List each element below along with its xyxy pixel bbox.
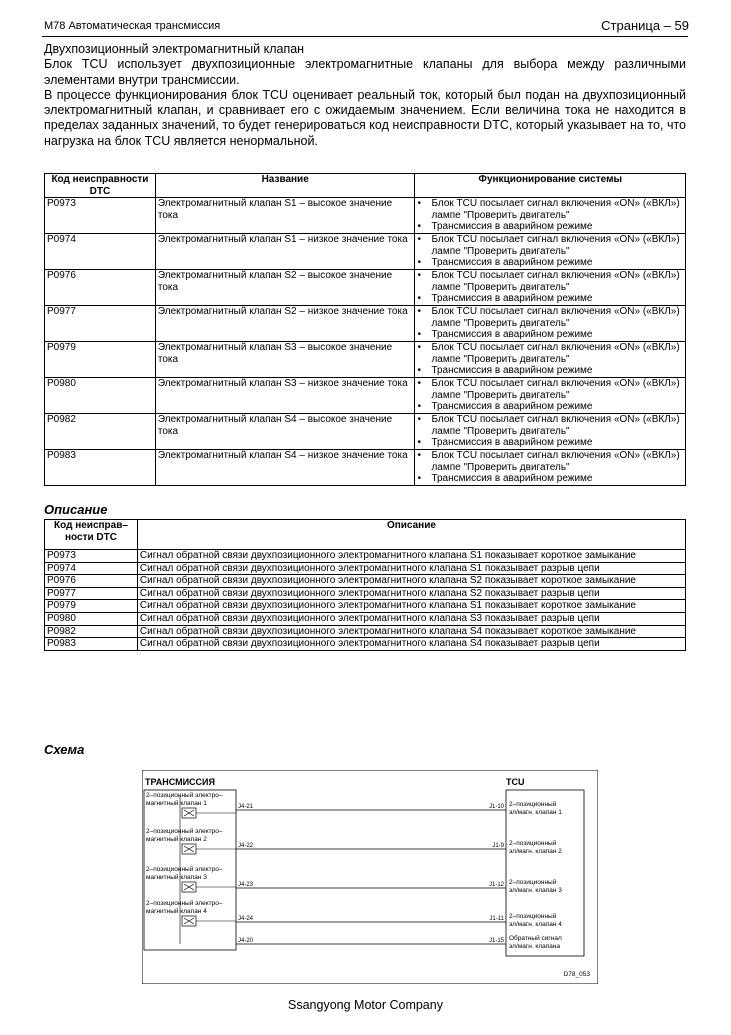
- tcu-label: TCU: [506, 777, 525, 787]
- desc-text: Сигнал обратной связи двухпозиционного электромагнитного клапана S1 показывает разрыв цепи: [137, 562, 685, 575]
- function-item: • Трансмиссия в аварийном режиме: [417, 257, 683, 269]
- description-table-header-row: [45, 520, 686, 550]
- function-item: • Трансмиссия в аварийном режиме: [417, 473, 683, 485]
- dtc-name: Электромагнитный клапан S4 – высокое значение тока: [155, 414, 415, 450]
- table-row: [45, 600, 686, 613]
- desc-code: P0973: [45, 550, 138, 563]
- function-item: • Трансмиссия в аварийном режиме: [417, 329, 683, 341]
- table-row: [45, 234, 686, 270]
- description-table: [44, 519, 686, 651]
- valve-label: магнитный клапан 3: [146, 874, 207, 881]
- intro-title: Двухпозиционный электромагнитный клапан: [44, 42, 305, 56]
- function-item: • Трансмиссия в аварийном режиме: [417, 401, 683, 413]
- wiring-diagram-svg: [142, 770, 598, 984]
- left-pin-label: J4-23: [238, 882, 254, 888]
- tcu-pin-description: 2–позиционный: [509, 879, 557, 886]
- tcu-pin-description: эл/магн. клапан 3: [509, 887, 562, 894]
- tcu-pin-description: Обратный сигнал: [509, 935, 562, 942]
- desc-code: P0983: [45, 638, 138, 651]
- table-row: [45, 342, 686, 378]
- desc-code: P0976: [45, 575, 138, 588]
- dtc-name: Электромагнитный клапан S3 – низкое значение тока: [155, 378, 415, 414]
- left-pin-label: J4-24: [238, 916, 254, 922]
- schema-section-title: Схема: [44, 742, 85, 757]
- function-item: • Блок TCU посылает сигнал включения «ON» («ВКЛ») лампе "Проверить двигатель": [417, 234, 683, 257]
- table-row: [45, 575, 686, 588]
- dtc-function: [415, 342, 686, 378]
- valve-label: 2–позиционный электро–: [146, 828, 223, 835]
- desc-text: Сигнал обратной связи двухпозиционного электромагнитного клапана S1 показывает короткое замыкание: [137, 550, 685, 563]
- right-pin-label: J1-11: [489, 916, 504, 922]
- description-section-title: Описание: [44, 502, 108, 517]
- desc-text: Сигнал обратной связи двухпозиционного электромагнитного клапана S1 показывает короткое замыкание: [137, 600, 685, 613]
- figure-id: D78_053: [563, 971, 590, 978]
- header-divider: [42, 36, 688, 37]
- desc-text: Сигнал обратной связи двухпозиционного электромагнитного клапана S3 показывает разрыв цепи: [137, 612, 685, 625]
- desc-text: Сигнал обратной связи двухпозиционного электромагнитного клапана S2 показывает разрыв цепи: [137, 587, 685, 600]
- function-item: • Блок TCU посылает сигнал включения «ON» («ВКЛ») лампе "Проверить двигатель": [417, 414, 683, 437]
- desc-code: P0980: [45, 612, 138, 625]
- tcu-pin-description: эл/магн. клапан 1: [509, 809, 562, 816]
- right-pin-label: J1-9: [492, 843, 504, 849]
- function-item: • Трансмиссия в аварийном режиме: [417, 293, 683, 305]
- function-item: • Блок TCU посылает сигнал включения «ON» («ВКЛ») лампе "Проверить двигатель": [417, 306, 683, 329]
- desc-text: Сигнал обратной связи двухпозиционного электромагнитного клапана S4 показывает разрыв цепи: [137, 638, 685, 651]
- dtc-table-header-row: [45, 174, 686, 198]
- tcu-pin-description: эл/магн. клапан 4: [509, 921, 562, 928]
- table-row: [45, 270, 686, 306]
- table-row: [45, 587, 686, 600]
- function-item: • Блок TCU посылает сигнал включения «ON» («ВКЛ») лампе "Проверить двигатель": [417, 378, 683, 401]
- table-row: [45, 562, 686, 575]
- function-item: • Блок TCU посылает сигнал включения «ON» («ВКЛ») лампе "Проверить двигатель": [417, 198, 683, 221]
- function-item: • Трансмиссия в аварийном режиме: [417, 365, 683, 377]
- dtc-function: [415, 414, 686, 450]
- solenoid-coil-icon: [184, 810, 194, 816]
- valve-label: 2–позиционный электро–: [146, 792, 223, 799]
- solenoid-coil-icon: [184, 846, 194, 852]
- table-row: [45, 550, 686, 563]
- table-row: [45, 612, 686, 625]
- desc-code: P0974: [45, 562, 138, 575]
- footer-company: Ssangyong Motor Company: [288, 998, 443, 1012]
- dtc-function: [415, 450, 686, 486]
- valve-label: 2–позиционный электро–: [146, 900, 223, 907]
- dtc-function: [415, 378, 686, 414]
- table-row: [45, 638, 686, 651]
- column-header-code: Код неисправ–ности DTC: [45, 520, 138, 550]
- left-pin-label: J4-21: [238, 804, 254, 810]
- desc-text: Сигнал обратной связи двухпозиционного электромагнитного клапана S4 показывает короткое замыкание: [137, 625, 685, 638]
- document-title: M78 Автоматическая трансмиссия: [44, 20, 221, 32]
- desc-code: P0977: [45, 587, 138, 600]
- valve-label: магнитный клапан 1: [146, 800, 207, 807]
- tcu-pin-description: 2–позиционный: [509, 913, 557, 920]
- dtc-code: P0980: [45, 378, 156, 414]
- function-item: • Блок TCU посылает сигнал включения «ON» («ВКЛ») лампе "Проверить двигатель": [417, 450, 683, 473]
- dtc-name: Электромагнитный клапан S2 – высокое значение тока: [155, 270, 415, 306]
- valve-label: магнитный клапан 4: [146, 908, 207, 915]
- intro-section: [44, 42, 686, 149]
- function-item: • Трансмиссия в аварийном режиме: [417, 221, 683, 233]
- solenoid-coil-icon: [184, 918, 194, 924]
- tcu-pin-description: 2–позиционный: [509, 840, 557, 847]
- tcu-pin-description: эл/магн. клапан 2: [509, 848, 562, 855]
- dtc-function: [415, 198, 686, 234]
- right-pin-label: J1-10: [488, 804, 504, 810]
- dtc-code: P0982: [45, 414, 156, 450]
- dtc-name: Электромагнитный клапан S4 – низкое значение тока: [155, 450, 415, 486]
- desc-code: P0982: [45, 625, 138, 638]
- column-header-code: Код неисправности DTC: [45, 174, 156, 198]
- table-row: [45, 450, 686, 486]
- transmission-label: ТРАНСМИССИЯ: [145, 777, 215, 787]
- column-header-name: Название: [155, 174, 415, 198]
- function-item: • Блок TCU посылает сигнал включения «ON» («ВКЛ») лампе "Проверить двигатель": [417, 270, 683, 293]
- table-row: [45, 378, 686, 414]
- dtc-function: [415, 270, 686, 306]
- valve-label: 2–позиционный электро–: [146, 866, 223, 873]
- intro-paragraph-1: Блок TCU использует двухпозиционные электромагнитные клапаны для выбора между различными элементами внутри трансмиссии.: [44, 57, 686, 87]
- right-pin-label: J1-15: [488, 938, 504, 944]
- dtc-code: P0973: [45, 198, 156, 234]
- dtc-code: P0974: [45, 234, 156, 270]
- table-row: [45, 306, 686, 342]
- dtc-code: P0977: [45, 306, 156, 342]
- wiring-diagram: [142, 770, 598, 984]
- dtc-name: Электромагнитный клапан S1 – высокое значение тока: [155, 198, 415, 234]
- tcu-pin-description: эл/магн. клапана: [509, 943, 561, 950]
- table-row: [45, 625, 686, 638]
- function-item: • Трансмиссия в аварийном режиме: [417, 437, 683, 449]
- right-pin-label: J1-12: [488, 882, 504, 888]
- left-pin-label: J4-20: [238, 938, 254, 944]
- dtc-code: P0976: [45, 270, 156, 306]
- function-item: • Блок TCU посылает сигнал включения «ON» («ВКЛ») лампе "Проверить двигатель": [417, 342, 683, 365]
- page-number: Страница – 59: [601, 18, 689, 33]
- solenoid-coil-icon: [184, 884, 194, 890]
- valve-label: магнитный клапан 2: [146, 836, 207, 843]
- dtc-table: [44, 173, 686, 486]
- column-header-function: Функционирование системы: [415, 174, 686, 198]
- intro-paragraph-2: В процессе функционирования блок TCU оценивает реальный ток, который был подан на двухпозиционный электромагнитный клапан, и сравнивает его с ожидаемым значением. Если величина тока не находится в пределах заданных значений, то будет генерироваться код неисправности DTC, который указывает на то, что нагрузка на блок TCU является ненормальной.: [44, 87, 686, 148]
- dtc-code: P0979: [45, 342, 156, 378]
- tcu-pin-description: 2–позиционный: [509, 801, 557, 808]
- desc-text: Сигнал обратной связи двухпозиционного электромагнитного клапана S2 показывает короткое замыкание: [137, 575, 685, 588]
- dtc-name: Электромагнитный клапан S2 – низкое значение тока: [155, 306, 415, 342]
- dtc-name: Электромагнитный клапан S3 – высокое значение тока: [155, 342, 415, 378]
- column-header-description: Описание: [137, 520, 685, 550]
- dtc-function: [415, 306, 686, 342]
- dtc-code: P0983: [45, 450, 156, 486]
- table-row: [45, 414, 686, 450]
- dtc-function: [415, 234, 686, 270]
- desc-code: P0979: [45, 600, 138, 613]
- left-pin-label: J4-22: [238, 843, 254, 849]
- table-row: [45, 198, 686, 234]
- dtc-name: Электромагнитный клапан S1 – низкое значение тока: [155, 234, 415, 270]
